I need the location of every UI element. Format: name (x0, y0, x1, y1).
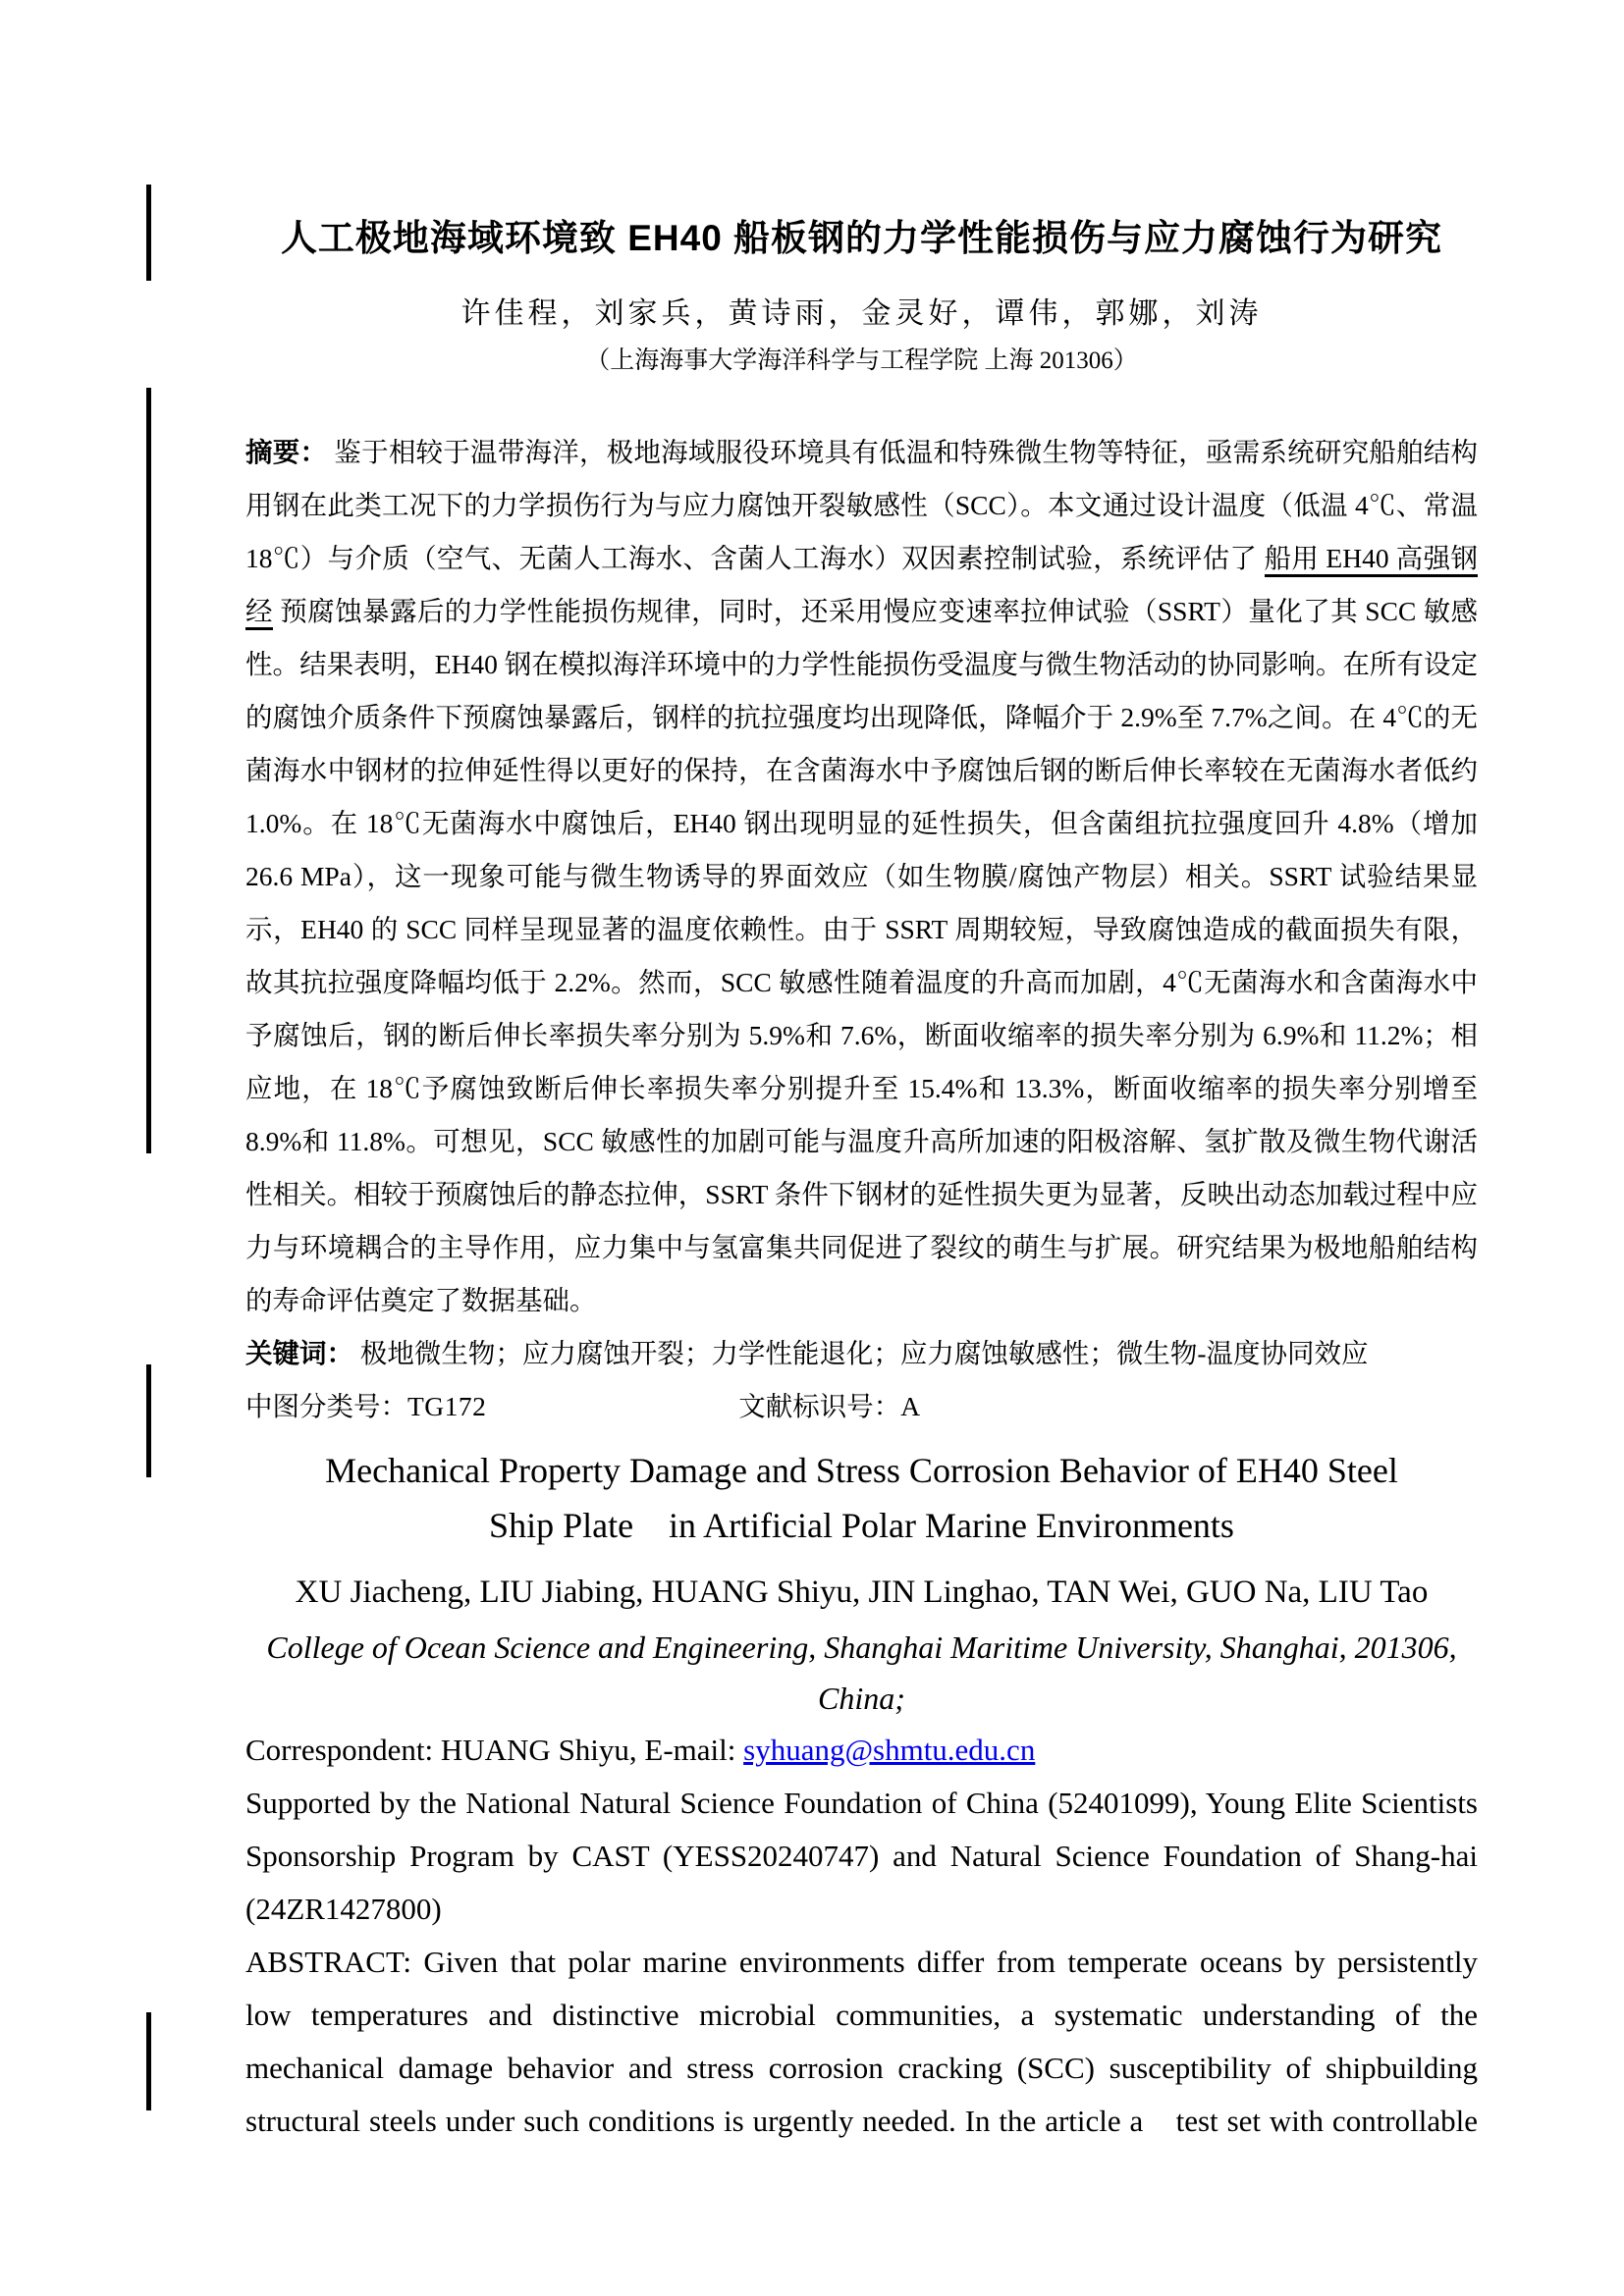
correspondent-email-link[interactable]: syhuang@shmtu.edu.cn (743, 1733, 1036, 1767)
affiliation-en-line1: College of Ocean Science and Engineering, Shanghai Maritime University, Shanghai, 201306, (266, 1629, 1457, 1665)
affiliation-en-line2: China; (818, 1681, 905, 1716)
funding-statement: Supported by the National Natural Science Foundation of China (52401099), Young Elite Scientists Sponsorship Program by CAST (YESS20240747) and Natural Science Foundation of Shang-hai (24ZR1427800) (245, 1786, 1478, 1926)
affiliation-cn: （上海海事大学海洋科学与工程学院 上海 201306） (585, 347, 1138, 374)
classification-line (245, 1380, 1478, 1433)
underlined-phrase: 船用 EH40 高强钢经 (245, 543, 1478, 630)
change-bar (146, 2012, 151, 2110)
authors-cn: 许佳程，刘家兵，黄诗雨，金灵好，谭伟，郭娜，刘涛 (460, 297, 1263, 330)
authors-en: XU Jiacheng, LIU Jiabing, HUANG Shiyu, JIN Linghao, TAN Wei, GUO Na, LIU Tao (295, 1575, 1429, 1610)
abstract-label: 摘要： (245, 437, 328, 467)
keywords-text: 极地微生物；应力腐蚀开裂；力学性能退化；应力腐蚀敏感性；微生物-温度协同效应 (359, 1338, 1369, 1368)
abstract-text-after-underline: 预腐蚀暴露后的力学性能损伤规律，同时，还采用慢应变速率拉伸试验（SSRT）量化了其 SCC 敏感性。结果表明，EH40 钢在模拟海洋环境中的力学性能损伤受温度与微生物活动的协同影响。在所有设定的腐蚀介质条件下预腐蚀暴露后，钢样的抗拉强度均出现降低，降幅介于 2.9%至 7.7%之间。在 4℃的无菌海水中钢材的拉伸延性得以更好的保持，在含菌海水中予腐蚀后钢的断后伸长率较在无菌海水者低约 1.0%。在 18℃无菌海水中腐蚀后，EH40 钢出现明显的延性损失，但含菌组抗拉强度回升 4.8%（增加 26.6 MPa），这一现象可能与微生物诱导的界面效应（如生物膜/腐蚀产物层）相关。SSRT 试验结果显示，EH40 的 SCC 同样呈现显著的温度依赖性。由于 SSRT 周期较短，导致腐蚀造成的截面损失有限，故其抗拉强度降幅均低于 2.2%。然而，SCC 敏感性随着温度的升高而加剧，4℃无菌海水和含菌海水中予腐蚀后，钢的断后伸长率损失率分别为 5.9%和 7.6%，断面收缩率的损失率分别为 6.9%和 11.2%；相应地，在 18℃予腐蚀致断后伸长率损失率分别提升至 15.4%和 13.3%，断面收缩率的损失率分别增至 8.9%和 11.8%。可想见，SCC 敏感性的加剧可能与温度升高所加速的阳极溶解、氢扩散及微生物代谢活性相关。相较于预腐蚀后的静态拉伸，SSRT 条件下钢材的延性损失更为显著，反映出动态加载过程中应力与环境耦合的主导作用，应力集中与氢富集共同促进了裂纹的萌生与扩展。研究结果为极地船舶结构的寿命评估奠定了数据基础。 (245, 596, 1479, 1315)
abstract-en: ABSTRACT: Given that polar marine environments differ from temperate oceans by persistently low temperatures and distinctive microbial communities, a systematic understanding of the mechanical damage behavior and stress corrosion cracking (SCC) susceptibility of shipbuilding structural steels under such conditions is urgently needed. In the article a test set with controllable (245, 1945, 1478, 2138)
clc-label: 中图分类号： (245, 1391, 407, 1421)
abstract-text-before-underline: 鉴于相较于温带海洋，极地海域服役环境具有低温和特殊微生物等特征，亟需系统研究船舶结构用钢在此类工况下的力学损伤行为与应力腐蚀开裂敏感性（SCC）。本文通过设计温度（低温 4℃、常温 18℃）与介质（空气、无菌人工海水、含菌人工海水）双因素控制试验，系统评估了 (245, 437, 1479, 573)
affiliation-en (245, 1622, 1478, 1724)
paper-title-en-line1: Mechanical Property Damage and Stress Corrosion Behavior of EH40 Steel (325, 1451, 1398, 1490)
change-bar (146, 185, 151, 281)
clc-value: TG172 (407, 1391, 487, 1421)
change-bar (146, 388, 151, 1153)
abstract-cn (245, 426, 1478, 1327)
change-bar (146, 1364, 151, 1477)
doc-type-label: 文献标识号： (738, 1391, 901, 1421)
paper-title-en (245, 1443, 1478, 1553)
page-content (245, 0, 1478, 2148)
correspondent-text: Correspondent: HUANG Shiyu, E-mail: (245, 1733, 744, 1767)
doc-type-value: A (900, 1391, 921, 1421)
paper-title-en-line2: Ship Plate in Artificial Polar Marine Environments (489, 1506, 1234, 1545)
paper-title-cn: 人工极地海域环境致 EH40 船板钢的力学性能损伤与应力腐蚀行为研究 (280, 218, 1443, 258)
keywords-line (245, 1327, 1478, 1380)
correspondent-line (245, 1724, 1478, 1777)
keywords-label: 关键词： (245, 1338, 353, 1368)
